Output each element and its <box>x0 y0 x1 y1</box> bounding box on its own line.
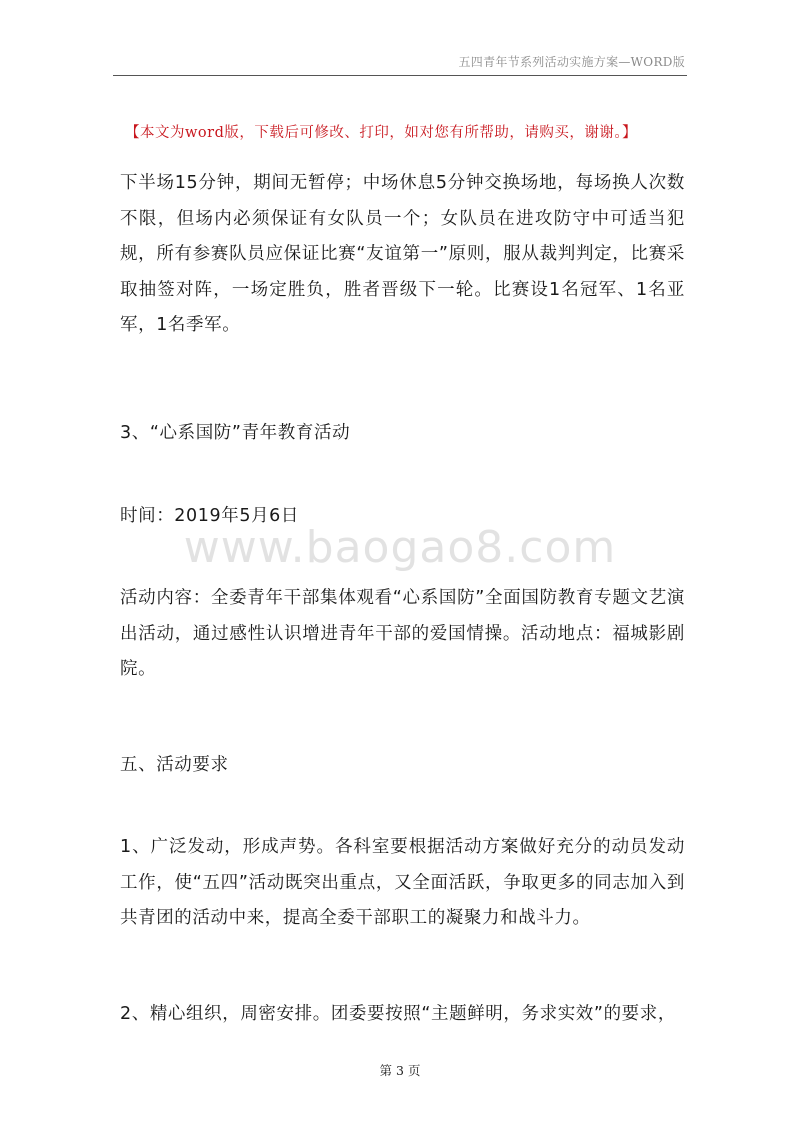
heading-text: 3、“心系国防”青年教育活动 <box>120 423 351 443</box>
paragraph-text: 2、精心组织，周密安排。团委要按照“主题鲜明，务求实效”的要求， <box>120 1004 676 1024</box>
paragraph-mobilize <box>120 830 685 937</box>
header-divider <box>113 75 687 76</box>
paragraph-match-rules <box>120 166 685 344</box>
section-heading-defense-education <box>120 416 685 452</box>
paragraph-time <box>120 499 685 535</box>
heading-text: 五、活动要求 <box>120 755 229 775</box>
paragraph-text: 下半场15分钟，期间无暂停；中场休息5分钟交换场地，每场换人次数不限，但场内必须保证有女队员一个；女队员在进攻防守中可适当犯规，所有参赛队员应保证比赛“友谊第一”原则，服从裁判判定，比赛采取抽签对阵，一场定胜负，胜者晋级下一轮。比赛设1名冠军、1名亚军，1名季军。 <box>120 173 685 335</box>
page-number: 第 3 页 <box>379 1063 421 1078</box>
paragraph-text: 活动内容：全委青年干部集体观看“心系国防”全面国防教育专题文艺演出活动，通过感性认识增进青年干部的爱国情操。活动地点：福城影剧院。 <box>120 588 685 679</box>
watermark-text: www.baogao8.com <box>183 522 617 573</box>
paragraph-text: 1、广泛发动，形成声势。各科室要根据活动方案做好充分的动员发动工作，使“五四”活动既突出重点，又全面活跃，争取更多的同志加入到共青团的活动中来，提高全委干部职工的凝聚力和战斗力。 <box>120 837 685 928</box>
paragraph-organize <box>120 997 685 1033</box>
paragraph-text: 时间：2019年5月6日 <box>120 506 300 526</box>
page-header-title: 五四青年节系列活动实施方案—WORD版 <box>458 55 685 69</box>
paragraph-activity-content <box>120 581 685 688</box>
purchase-notice: 【本文为word版，下载后可修改、打印，如对您有所帮助，请购买，谢谢。】 <box>125 125 638 141</box>
section-heading-requirements <box>120 748 685 784</box>
